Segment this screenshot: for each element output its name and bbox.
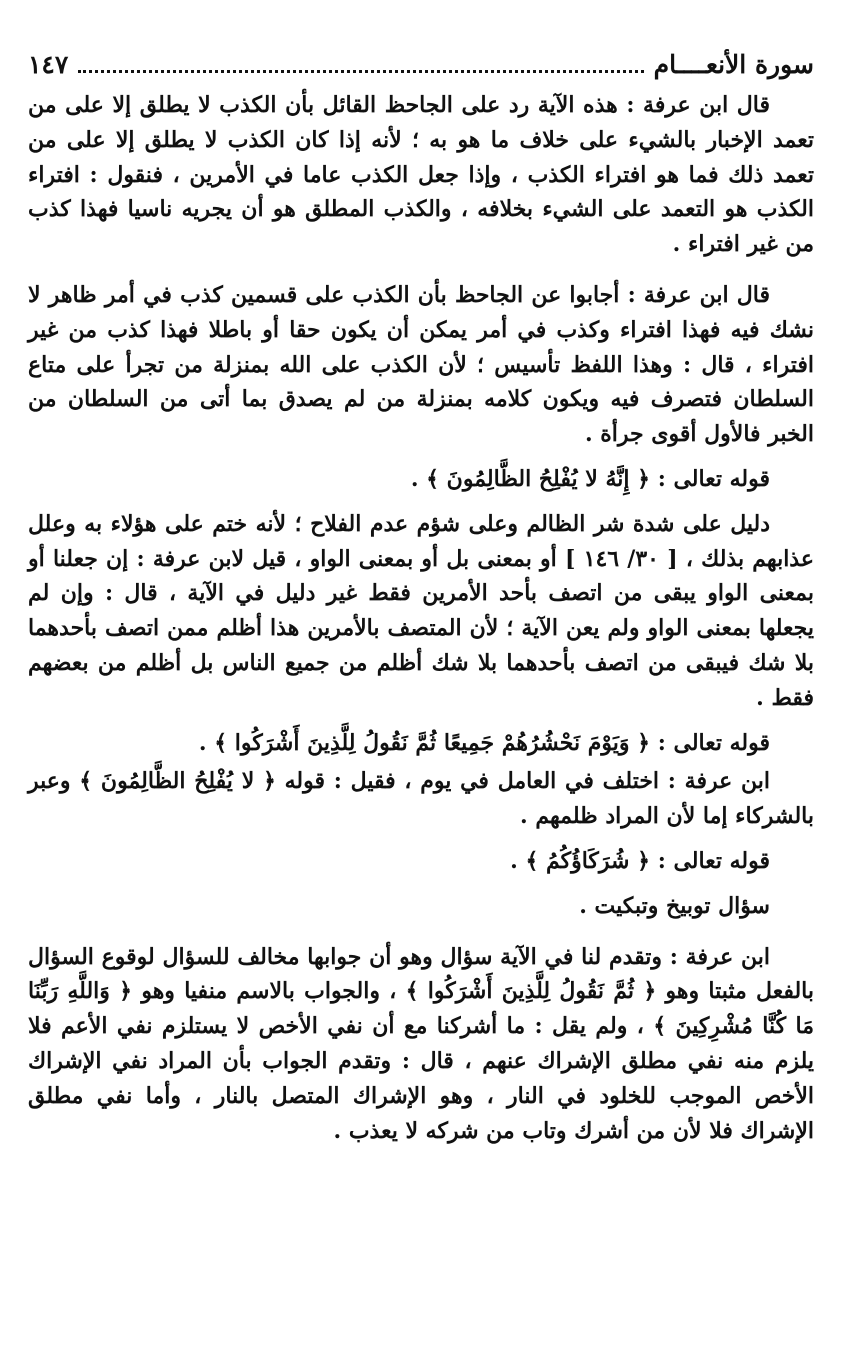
page-number: ١٤٧ bbox=[28, 50, 69, 79]
verse-heading-2: قوله تعالى : ﴿ وَيَوْمَ نَحْشُرُهُمْ جَمِيعًا ثُمَّ نَقُولُ لِلَّذِينَ أَشْرَكُوا ﴾ . bbox=[198, 729, 770, 756]
surah-title: سورة الأنعــــام bbox=[653, 50, 814, 79]
book-page bbox=[28, 50, 814, 1148]
paragraph-2: قال ابن عرفة : أجابوا عن الجاحظ بأن الكذب على قسمين كذب في أمر ظاهر لا نشك فيه فهذا افتراء وكذب في أمر يمكن أن يكون حقا أو باطلا فهذا كذب من غير افتراء ، قال : وهذا اللفظ تأسيس ؛ لأن الكذب على الله بمنزلة من تجرأ على متاع السلطان فتصرف فيه ويكون كلامه بمنزلة من لم يصدق بما أتى من السلطان من الخبر فالأول أقوى جرأة . bbox=[28, 281, 814, 448]
verse-heading-3: قوله تعالى : ﴿ شُرَكَاؤُكُمُ ﴾ . bbox=[510, 847, 770, 874]
paragraph-6: ابن عرفة : وتقدم لنا في الآية سؤال وهو أن جوابها مخالف للسؤال لوقوع السؤال بالفعل مثبتا وهو ﴿ ثُمَّ نَقُولُ لِلَّذِينَ أَشْرَكُوا ﴾ ، والجواب بالاسم منفيا وهو ﴿ وَاللَّهِ رَبِّنَا مَا كُنَّا مُشْرِكِينَ ﴾ ، ولم يقل : ما أشركنا مع أن نفي الأخص لا يستلزم نفي الأعم فلا يلزم منه نفي مطلق الإشراك عنهم ، قال : وتقدم الجواب بأن المراد نفي الإشراك الأخص الموجب للخلود في النار ، وهو الإشراك المتصل بالنار ، وأما نفي مطلق الإشراك فلا لأن من أشرك وتاب من شركه لا يعذب . bbox=[28, 943, 814, 1144]
header-dotted-leader bbox=[78, 52, 643, 73]
verse-heading-1: قوله تعالى : ﴿ إِنَّهُ لا يُفْلِحُ الظَّالِمُونَ ﴾ . bbox=[410, 465, 770, 492]
paragraph-3: دليل على شدة شر الظالم وعلى شؤم عدم الفلاح ؛ لأنه ختم على هؤلاء به وعلل عذابهم بذلك ، [ ٣٠/ ١٤٦ ] أو بمعنى بل أو بمعنى الواو ، قيل لابن عرفة : إن جعلنا أو بمعنى الواو يبقى من اتصف بأحد الأمرين فقط غير دليل في الآية ، قال : وإن لم يجعلها بمعنى الواو ولم يعن الآية ؛ لأن المتصف بالأمرين هذا أظلم ممن اتصف بأحدهما بلا شك فيبقى من اتصف بأحدهما بلا شك أظلم من جميع الناس بل أظلم من بعضهم فقط . bbox=[28, 510, 814, 711]
paragraph-5: سؤال توبيخ وتبكيت . bbox=[579, 892, 770, 919]
page-header bbox=[28, 50, 814, 84]
paragraph-1: قال ابن عرفة : هذه الآية رد على الجاحظ القائل بأن الكذب لا يطلق إلا على من تعمد الإخبار بالشيء على خلاف ما هو به ؛ لأنه إذا كان الكذب لا يطلق إلا على من تعمد ذلك فما هو افتراء الكذب ، وإذا جعل الكذب عاما في الأمرين ، فنقول : افتراء الكذب هو التعمد على الشيء بخلافه ، والكذب المطلق هو أن يجريه ناسيا فهذا كذب من غير افتراء . bbox=[28, 92, 814, 258]
paragraph-4: ابن عرفة : اختلف في العامل في يوم ، فقيل : قوله ﴿ لا يُفْلِحُ الظَّالِمُونَ ﴾ وعبر بالشركاء إما لأن المراد ظلمهم . bbox=[28, 768, 814, 830]
